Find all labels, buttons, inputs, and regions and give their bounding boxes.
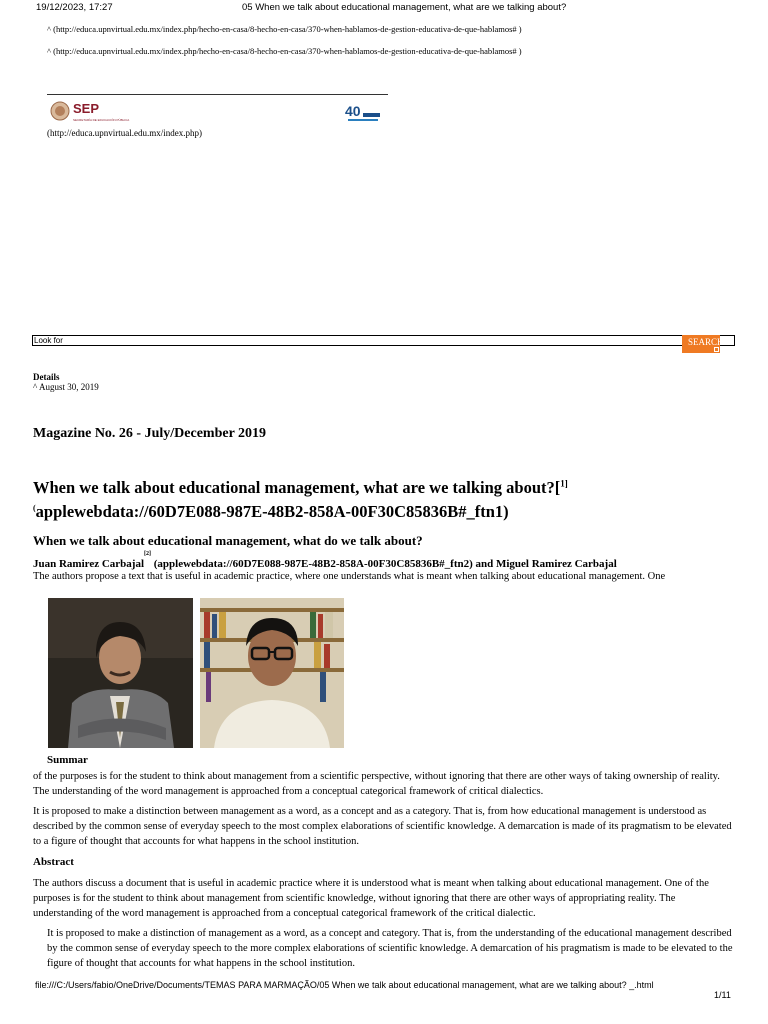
abstract-heading: Abstract (33, 856, 74, 868)
search-input[interactable] (33, 336, 673, 345)
intro-text: The authors propose a text that is useful in academic practice, where one understands what is meant when talking about educational management. One (33, 571, 666, 582)
footnote-2-marker[interactable]: [2] (144, 551, 152, 558)
print-footer-path: file:///C:/Users/fabio/OneDrive/Documents/TEMAS PARA MARMAÇÃO/05 When we talk about educational management, what are we talking about? _.html (35, 980, 654, 990)
home-link[interactable]: (http://educa.upnvirtual.edu.mx/index.php) (47, 128, 202, 138)
summary-paragraph-1: of the purposes is for the student to think about management from a scientific perspective, without ignoring that there are other ways of taking ownership of reality. The understanding of the word management is approached from a conceptual categorical framework of critical dialectics. (33, 771, 720, 797)
magazine-issue: Magazine No. 26 - July/December 2019 (33, 426, 267, 441)
summary-heading: Summar (47, 754, 88, 766)
details-label: Details (33, 372, 60, 382)
summary-paragraph-2: It is proposed to make a distinction between management as a word, as a concept and as a category. That is, from how educational management is understood as described by the common sense of everyday speech to the most complex elaborations of scientific knowledge. A demarcation is made of its pragmatism to be elevated to a figure of thought that accounts for what happens in the school institution. (33, 806, 732, 847)
search-button[interactable] (682, 335, 724, 353)
header-divider (47, 94, 388, 95)
article-subtitle: When we talk about educational management, what do we talk about? (33, 533, 423, 548)
footnote-2-link[interactable]: (applewebdata://60D7E088-987E-48B2-858A-00F30C85836B#_ftn2) and Miguel Ramirez Carbajal (153, 558, 617, 570)
article-title: When we talk about educational management, what are we talking about?[$^{1]}$ (applewebdata://60D7E088-987E-48B2-858A-00F30C85836B#_ftn1) (33, 478, 568, 521)
authors-line (33, 551, 617, 570)
back-link[interactable]: ^ (http://educa.upnvirtual.edu.mx/index.php/hecho-en-casa/8-hecho-en-casa/370-when-hablamos-de-gestion-educativa-de-que-hablamos# ) (47, 46, 522, 56)
abstract-paragraph-1: The authors discuss a document that is useful in academic practice where it is understood what is meant when talking about educational management. One of the purposes is for the student to think about management from scientific knowledge, without ignoring that there are other ways of appropriating reality. The understanding of the word management is approached from a conceptual categorical framework of the critical dialectic. (33, 878, 709, 919)
anniversary-logo-text: 40 (345, 103, 361, 119)
search-button-label: SEARCH (688, 337, 724, 347)
sep-logo-subtext: SECRETARÍA DE EDUCACIÓN PÚBLICA (73, 118, 130, 122)
search-box (32, 335, 735, 346)
back-link[interactable]: ^ (http://educa.upnvirtual.edu.mx/index.php/hecho-en-casa/8-hecho-en-casa/370-when-hablamos-de-gestion-educativa-de-que-hablamos# ) (47, 24, 522, 34)
sep-logo[interactable] (49, 99, 130, 125)
article-title-text: When we talk about educational management, what are we talking about?[ (33, 478, 561, 497)
author-1: Juan Ramirez Carbajal (33, 558, 145, 570)
footnote-1-marker[interactable]: 1] (560, 478, 568, 489)
abstract-paragraph-2: It is proposed to make a distinction of management as a word, as a concept and category. That is, from the understanding of the educational management described by the common sense of everyday speech to the more complex elaborations of scientific knowledge. A demarcation of his pragmatism is made to be elevated to the figure of thought that accounts for what happens in the school institution. (47, 928, 733, 969)
details-date: ^ August 30, 2019 (33, 382, 99, 392)
search-button-icon (714, 347, 719, 352)
print-footer-page: 1/11 (714, 990, 731, 1000)
sep-logo-text: SEP (73, 101, 100, 116)
print-page-title: 05 When we talk about educational management, what are we talking about? (242, 2, 567, 13)
author-photo-2 (200, 598, 344, 748)
footnote-1-link[interactable]: applewebdata://60D7E088-987E-48B2-858A-00F30C85836B#_ftn1) (35, 502, 509, 521)
print-datetime: 19/12/2023, 17:27 (36, 2, 113, 13)
anniversary-logo[interactable] (344, 101, 382, 125)
author-photo-1 (48, 598, 193, 748)
